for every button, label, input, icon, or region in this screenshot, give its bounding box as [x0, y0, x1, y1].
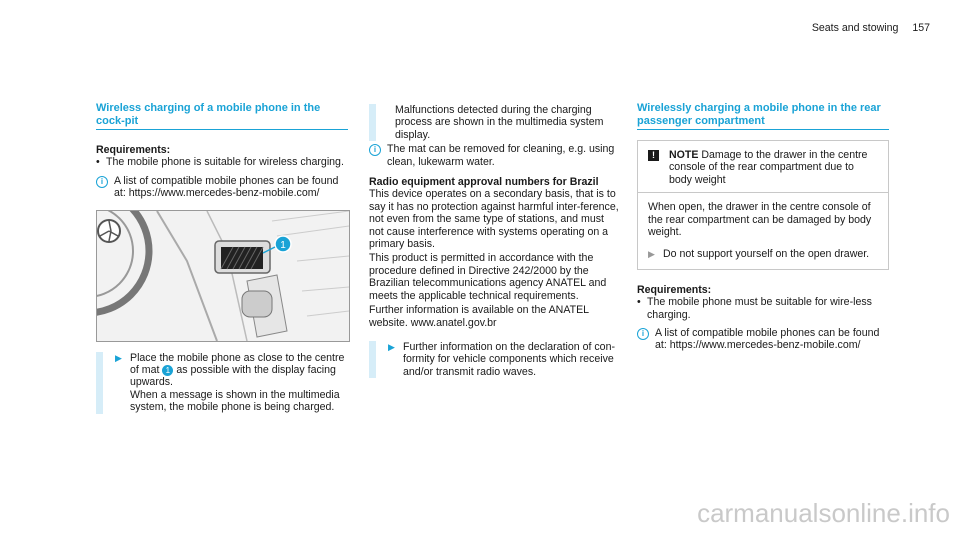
- note-box: [637, 140, 889, 270]
- instruction-step: ▶ Place the mobile phone as close to the centre of mat 1 as possible with the display facing upwards. When a message is shown in the multimedia system, the mobile phone is being charged.: [96, 352, 348, 414]
- note-step: ▶ Do not support yourself on the open drawer.: [648, 248, 870, 261]
- note-header: [638, 141, 888, 193]
- info-note: i A list of compatible mobile phones can be found at: https://www.mercedes-benz-mobile.com/: [96, 175, 348, 200]
- left-column: [96, 102, 348, 414]
- radio-title: Radio equipment approval numbers for Brazil: [369, 176, 599, 189]
- requirement-bullet: • The mobile phone must be suitable for wire-less charging.: [637, 296, 872, 321]
- info-icon: i: [637, 328, 649, 340]
- step-arrow-icon: ▶: [648, 249, 655, 260]
- step-arrow-icon: ▶: [115, 352, 122, 363]
- step-continuation: Malfunctions detected during the charging process are shown in the multimedia system display.: [369, 104, 621, 141]
- info-note: i A list of compatible mobile phones can be found at: https://www.mercedes-benz-mobile.com/: [637, 327, 889, 352]
- cockpit-illustration: [96, 210, 350, 342]
- info-icon: i: [96, 176, 108, 188]
- instruction-step: ▶ Further information on the declaration of con-formity for vehicle components which receive and/or transmit radio waves.: [369, 341, 621, 378]
- right-column: [637, 102, 889, 352]
- step-result: When a message is shown in the multimedia system, the mobile phone is being charged.: [130, 388, 340, 414]
- warning-icon: !: [648, 150, 659, 161]
- page-number: 157: [912, 22, 930, 34]
- requirements-title: Requirements:: [637, 283, 712, 296]
- cockpit-drawing: [97, 211, 349, 341]
- paragraph-secondary-basis: This device operates on a secondary basis, that is to say it has no protection against harmful inter-ference, not even from the same type of stations, and must not cause interference with systems operating on a primary basis.: [369, 188, 619, 251]
- info-note: i The mat can be removed for cleaning, e.g. using clean, lukewarm water.: [369, 143, 621, 168]
- info-icon: i: [369, 144, 381, 156]
- bullet-icon: •: [637, 296, 641, 309]
- requirement-bullet: • The mobile phone is suitable for wireless charging.: [96, 156, 344, 169]
- callout-badge: 1: [162, 365, 173, 376]
- note-label: NOTE: [669, 149, 699, 161]
- section-heading: Wireless charging of a mobile phone in the cock-pit: [96, 102, 348, 130]
- step-arrow-icon: ▶: [388, 341, 395, 352]
- note-body: When open, the drawer in the centre console of the rear compartment can be damaged by body weight. ▶ Do not support yourself on the open drawer.: [638, 193, 888, 269]
- section-title: Seats and stowing: [811, 22, 899, 34]
- note-text: Damage to the drawer in the centre console of the rear compartment due to body weight: [669, 149, 868, 186]
- middle-column: [369, 104, 621, 378]
- paragraph-anatel: Further information is available on the ANATEL website. www.anatel.gov.br: [369, 304, 589, 329]
- watermark: carmanualsonline.info: [697, 498, 950, 528]
- page-header: [764, 22, 930, 34]
- paragraph-directive: This product is permitted in accordance with the procedure defined in Directive 242/2000 by the Brazilian telecommunications agency ANATEL and meets the applicable technical requirements.: [369, 252, 607, 302]
- section-heading: Wirelessly charging a mobile phone in the rear passenger compartment: [637, 102, 889, 130]
- figure-callout: 1: [280, 239, 286, 251]
- requirements-title: Requirements:: [96, 144, 171, 156]
- bullet-icon: •: [96, 156, 100, 169]
